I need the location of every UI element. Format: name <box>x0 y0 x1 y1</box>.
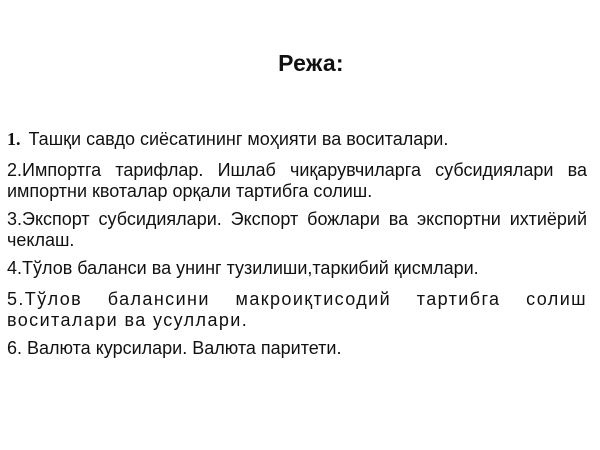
plan-item-2-text: 2.Импортга тарифлар. Ишлаб чиқарувчиларга субсидиялари ва импортни квоталар орқали тартибга солиш. <box>7 160 587 201</box>
plan-item-1 <box>7 129 587 150</box>
plan-item-3-text: 3.Экспорт субсидиялари. Экспорт божлари ва экспортни ихтиёрий чеклаш. <box>7 209 587 250</box>
plan-item-1-number: 1. <box>7 129 21 149</box>
plan-item-5-text: 5.Тўлов балансини макроиқтисодий тартибга солиш воситалари ва усуллари. <box>7 289 587 330</box>
plan-item-1-text: Ташқи савдо сиёсатининг моҳияти ва воситалари. <box>28 129 449 149</box>
plan-item-4-text: 4.Тўлов баланси ва унинг тузилиши,таркибий қисмлари. <box>7 258 479 278</box>
plan-item-6-text: 6. Валюта курсилари. Валюта паритети. <box>7 338 342 358</box>
plan-item-3 <box>7 209 587 251</box>
plan-item-4 <box>7 258 587 279</box>
plan-item-2 <box>7 160 587 202</box>
slide-title: Режа: <box>278 50 344 76</box>
plan-item-6 <box>7 338 587 359</box>
plan-item-5 <box>7 289 587 331</box>
plan-list <box>7 129 587 369</box>
